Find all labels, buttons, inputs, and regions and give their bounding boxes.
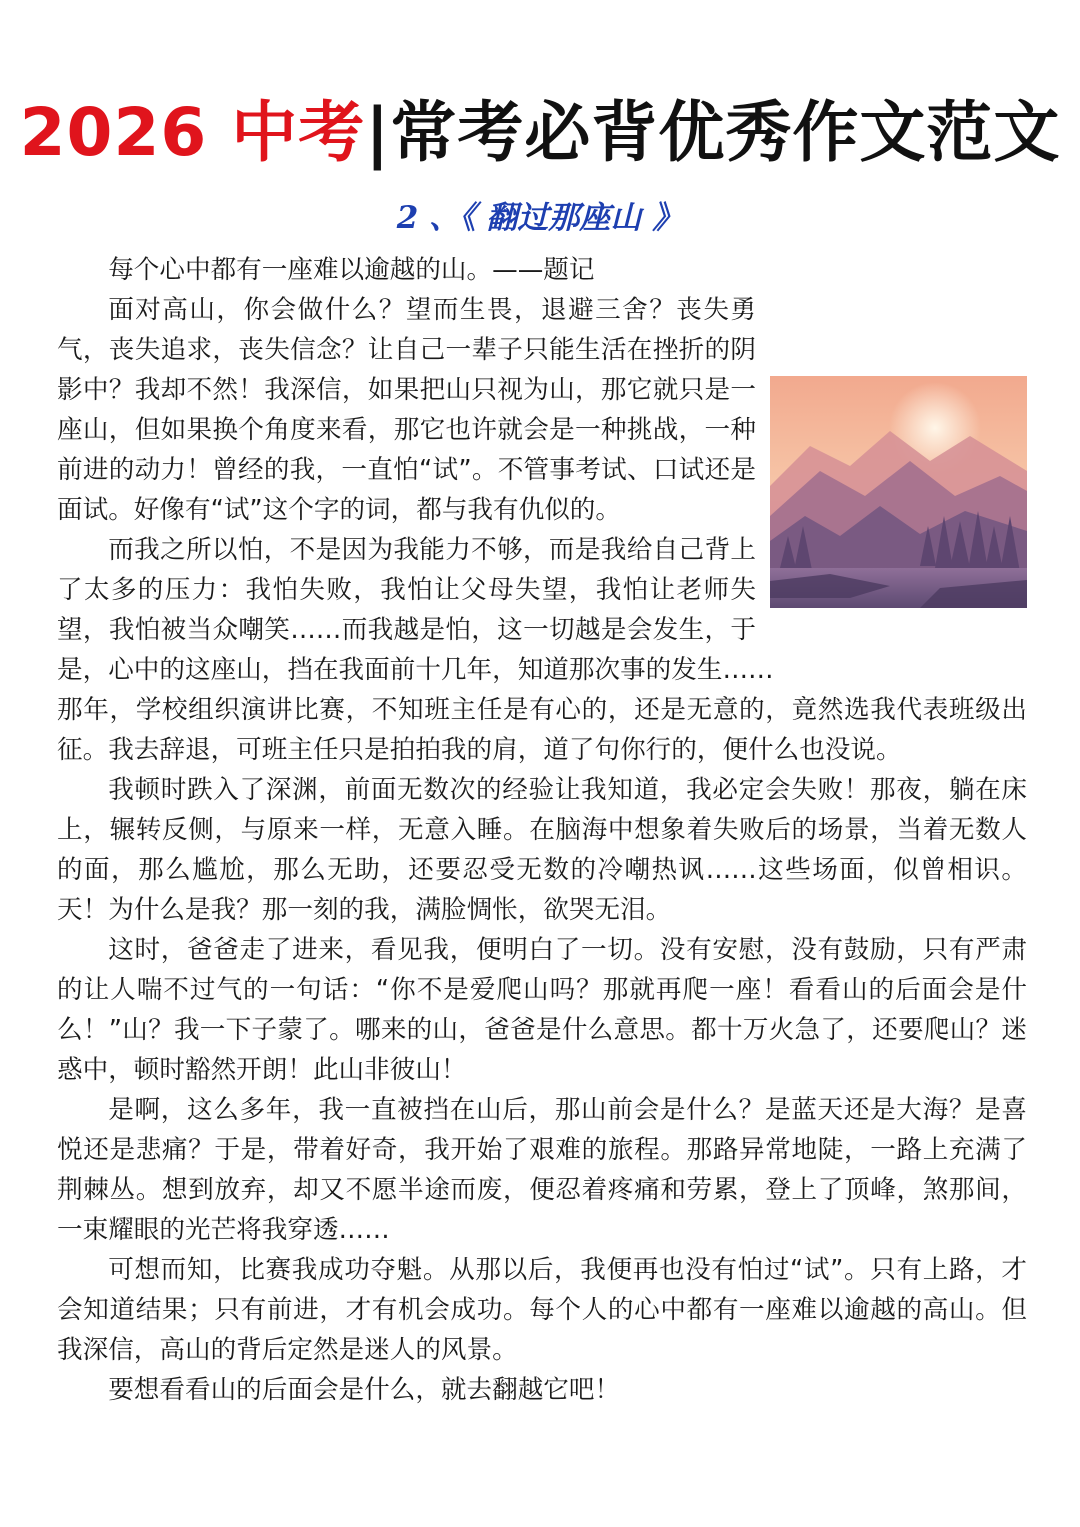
essay-paragraph: 是啊，这么多年，我一直被挡在山后，那山前会是什么？是蓝天还是大海？是喜悦还是悲痛？于是，带着好奇，我开始了艰难的旅程。那路异常地陡，一路上充满了荆棘丛。想到放弃，却又不愿半途而废，便忍着疼痛和劳累，登上了顶峰，煞那间，一束耀眼的光芒将我穿透……: [57, 1095, 1027, 1245]
mountain-sunset-illustration: [770, 376, 1027, 608]
essay-epigraph: 每个心中都有一座难以逾越的山。——题记: [108, 255, 595, 285]
essay-paragraph: 面对高山，你会做什么？望而生畏，退避三舍？丧失勇气，丧失追求，丧失信念？让自己一辈子只能生活在挫折的阴影中？我却不然！我深信，如果把山只视为山，那它就只是一座山，但如果换个角度来看，那它也许就会是一种挑战，一种前进的动力！曾经的我，一直怕“试”。不管事考试、口试还是面试。好像有“试”这个字的词，都与我有仇似的。: [57, 295, 756, 525]
essay-title: 2 、《 翻过那座山 》: [396, 200, 684, 236]
essay-paragraph: 那年，学校组织演讲比赛，不知班主任是有心的，还是无意的，竟然选我代表班级出征。我去辞退，可班主任只是拍拍我的肩，道了句你行的，便什么也没说。: [57, 695, 1027, 765]
page-title: [0, 88, 1080, 178]
title-year-exam: 2026 中考: [19, 94, 366, 171]
essay-paragraph: 这时，爸爸走了进来，看见我，便明白了一切。没有安慰，没有鼓励，只有严肃的让人喘不过气的一句话：“你不是爱爬山吗？那就再爬一座！看看山的后面会是什么！”山？我一下子蒙了。哪来的山，爸爸是什么意思。都十万火急了，还要爬山？迷惑中，顿时豁然开朗！此山非彼山！: [57, 935, 1027, 1085]
essay-paragraph: 而我之所以怕，不是因为我能力不够，而是我给自己背上了太多的压力：我怕失败，我怕让父母失望，我怕让老师失望，我怕被当众嘲笑……而我越是怕，这一切越是会发生，于是，心中的这座山，挡在我面前十几年，知道那次事的发生……: [57, 535, 774, 685]
essay-paragraph: 要想看看山的后面会是什么，就去翻越它吧！: [108, 1375, 621, 1405]
title-main: |常考必背优秀作文范文: [365, 94, 1061, 171]
essay-paragraph: 可想而知，比赛我成功夺魁。从那以后，我便再也没有怕过“试”。只有上路，才会知道结果；只有前进，才有机会成功。每个人的心中都有一座难以逾越的高山。但我深信，高山的背后定然是迷人的风景。: [57, 1255, 1027, 1365]
mountain-icon: [770, 376, 1027, 608]
essay-body: [57, 250, 1027, 1410]
essay-paragraph: 我顿时跌入了深渊，前面无数次的经验让我知道，我必定会失败！那夜，躺在床上，辗转反侧，与原来一样，无意入睡。在脑海中想象着失败后的场景，当着无数人的面，那么尴尬，那么无助，还要忍受无数的冷嘲热讽……这些场面，似曾相识。天！为什么是我？那一刻的我，满脸惆怅，欲哭无泪。: [57, 775, 1027, 925]
